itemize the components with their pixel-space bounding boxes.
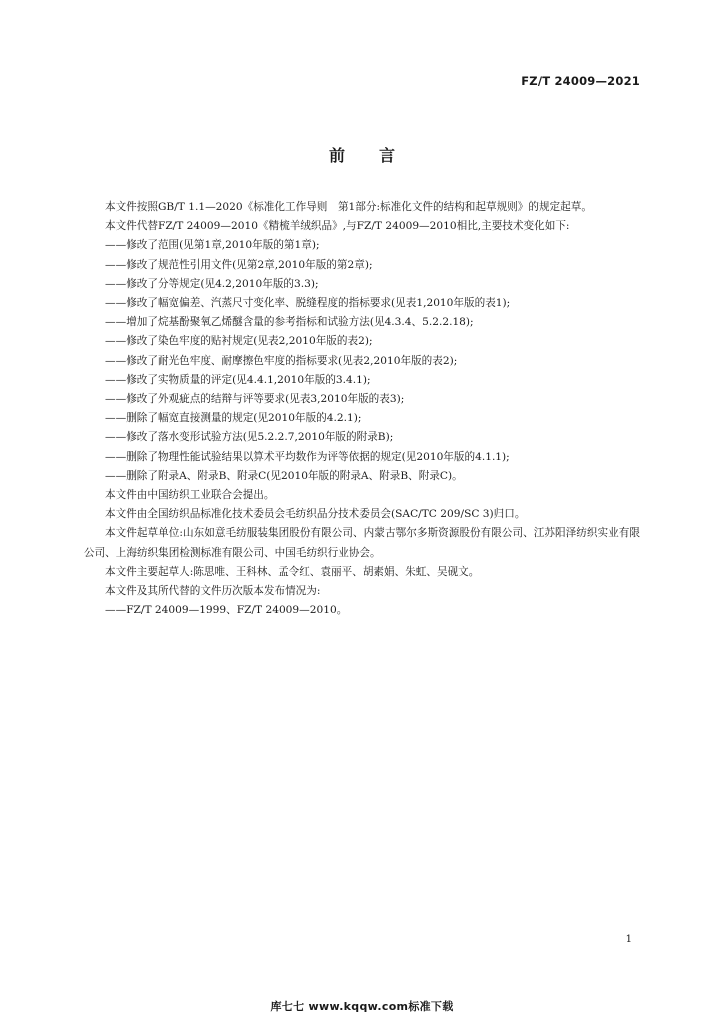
change-item: ——修改了耐光色牢度、耐摩擦色牢度的指标要求(见表2,2010年版的表2); — [105, 354, 458, 367]
change-item: ——增加了烷基酚聚氧乙烯醚含量的参考指标和试验方法(见4.3.4、5.2.2.18); — [105, 316, 474, 329]
change-item: ——修改了分等规定(见4.2,2010年版的3.3); — [105, 277, 319, 290]
change-item: ——修改了外观疵点的结辩与评等要求(见表3,2010年版的表3); — [105, 393, 405, 406]
proposer-paragraph: 本文件由中国纺织工业联合会提出。 — [105, 489, 275, 502]
drafting-units-paragraph: 本文件起草单位:山东如意毛纺服装集团股份有限公司、内蒙古鄂尔多斯资源股份有限公司、江苏阳泽纺织实业有限公司、上海纺织集团检测标准有限公司、中国毛纺织行业协会。 — [84, 527, 640, 559]
committee-paragraph: 本文件由全国纺织品标准化技术委员会毛纺织品分技术委员会(SAC/TC 209/SC 3)归口。 — [105, 508, 526, 521]
intro-paragraph: 本文件按照GB/T 1.1—2020《标准化工作导则 第1部分:标准化文件的结构和起草规则》的规定起草。 — [105, 201, 592, 213]
change-item: ——修改了落水变形试验方法(见5.2.2.7,2010年版的附录B); — [105, 431, 394, 444]
standard-code: FZ/T 24009—2021 — [521, 74, 640, 88]
change-item: ——修改了范围(见第1章,2010年版的第1章); — [105, 239, 320, 252]
history-intro-paragraph: 本文件及其所代替的文件历次版本发布情况为: — [105, 585, 321, 598]
change-item: ——删除了附录A、附录B、附录C(见2010年版的附录A、附录B、附录C)。 — [105, 469, 463, 482]
replace-statement: 本文件代替FZ/T 24009—2010《精梳羊绒织品》,与FZ/T 24009—2010相比,主要技术变化如下: — [105, 220, 570, 233]
footer-watermark: 库七七 www.kqqw.com标准下载 — [270, 1000, 454, 1013]
section-title: 前言 — [328, 146, 429, 165]
change-item: ——删除了物理性能试验结果以算术平均数作为评等依据的规定(见2010年版的4.1.1); — [105, 450, 510, 463]
change-item: ——删除了幅宽直接测量的规定(见2010年版的4.2.1); — [105, 412, 362, 425]
change-item: ——修改了幅宽偏差、汽蒸尺寸变化率、脱缝程度的指标要求(见表1,2010年版的表1); — [105, 297, 511, 310]
change-item: ——修改了染色牢度的贴衬规定(见表2,2010年版的表2); — [105, 335, 373, 348]
history-versions-item: ——FZ/T 24009—1999、FZ/T 24009—2010。 — [105, 604, 348, 617]
changes-list — [84, 236, 640, 486]
change-item: ——修改了规范性引用文件(见第2章,2010年版的第2章); — [105, 258, 373, 271]
page-number: 1 — [625, 934, 632, 945]
drafters-paragraph: 本文件主要起草人:陈思唯、王科林、孟令红、袁丽平、胡素娟、朱虹、吴砚文。 — [105, 565, 480, 578]
change-item: ——修改了实物质量的评定(见4.4.1,2010年版的3.4.1); — [105, 373, 371, 386]
foreword-body — [84, 198, 640, 620]
